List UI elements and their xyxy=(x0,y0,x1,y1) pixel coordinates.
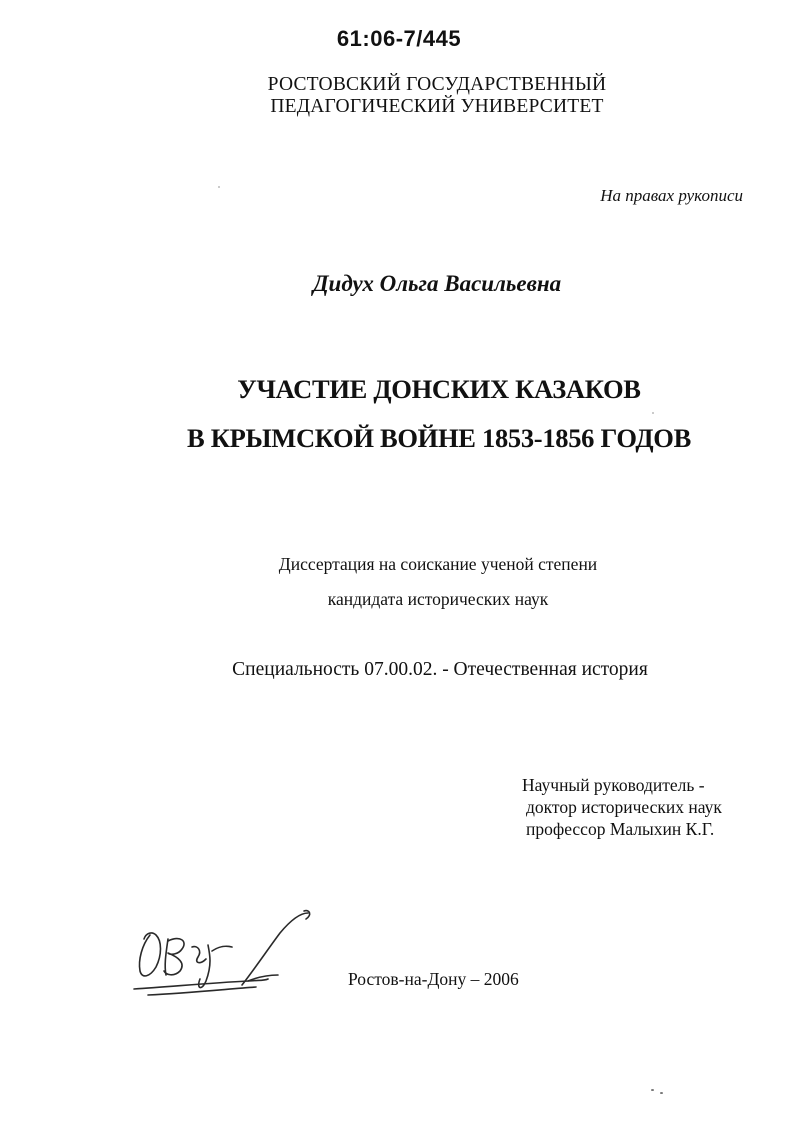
title-line1: УЧАСТИЕ ДОНСКИХ КАЗАКОВ xyxy=(237,374,641,404)
place-and-year: Ростов-на-Дону – 2006 xyxy=(348,969,519,989)
title-line2: В КРЫМСКОЙ ВОЙНЕ 1853-1856 ГОДОВ xyxy=(187,423,691,453)
dissertation-line2: кандидата исторических наук xyxy=(327,589,549,609)
scan-speck xyxy=(660,1092,663,1094)
specialty: Специальность 07.00.02. - Отечественная история xyxy=(232,659,648,680)
supervisor-line1: Научный руководитель - xyxy=(522,775,705,795)
archive-code: 61:06-7/445 xyxy=(336,26,462,51)
scan-speck xyxy=(218,186,220,188)
supervisor-line2: доктор исторических наук xyxy=(526,797,722,817)
scan-speck xyxy=(652,412,654,414)
supervisor-line3: профессор Малыхин К.Г. xyxy=(526,819,715,839)
author-name: Дидух Ольга Васильевна xyxy=(312,271,562,296)
handwritten-signature xyxy=(128,905,328,1005)
university-name-line1: РОСТОВСКИЙ ГОСУДАРСТВЕННЫЙ xyxy=(267,74,607,95)
scan-speck xyxy=(651,1089,654,1091)
dissertation-line1: Диссертация на соискание ученой степени xyxy=(278,554,598,574)
rights-note: На правах рукописи xyxy=(600,186,743,205)
university-name-line2: ПЕДАГОГИЧЕСКИЙ УНИВЕРСИТЕТ xyxy=(270,96,604,117)
